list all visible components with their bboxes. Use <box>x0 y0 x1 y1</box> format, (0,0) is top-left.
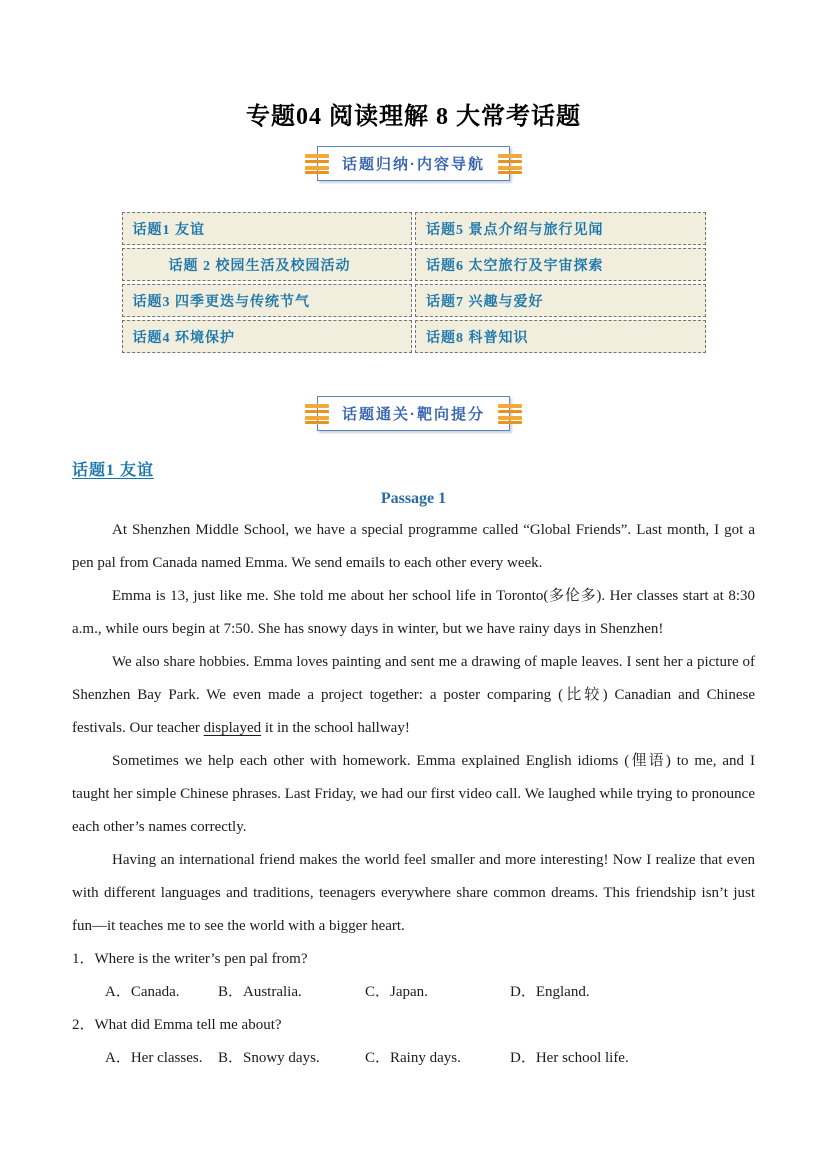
topic-cell-1: 话题1 友谊 <box>122 212 413 245</box>
passage-paragraph-1: At Shenzhen Middle School, we have a special programme called “Global Friends”. Last month, I got a pen pal from Canada named Emma. We send emails to each other every week. <box>72 522 755 571</box>
banner-topic-nav-label: 话题归纳·内容导航 <box>342 156 485 173</box>
passage-paragraph-4: Sometimes we help each other with homework. Emma explained English idioms (俚语) to me, and I taught her simple Chinese phrases. Last Friday, we had our first video call. We laughed while trying to pronounce each other’s names correctly. <box>72 753 755 835</box>
paragraph-3-post: it in the school hallway! <box>261 720 410 736</box>
table-row <box>122 284 706 317</box>
option-d: D．Her school life. <box>510 1050 629 1066</box>
passage-paragraph-3 <box>72 646 755 745</box>
option-d: D．England. <box>510 984 590 1000</box>
question-2 <box>72 1009 755 1075</box>
table-row <box>122 248 706 281</box>
banner-row-topic-nav <box>0 131 827 181</box>
content-area <box>0 457 827 1075</box>
passage-title: Passage 1 <box>380 490 447 507</box>
option-c: C．Japan. <box>365 984 428 1000</box>
double-bar-ornament-icon <box>304 402 330 426</box>
topic-cell-7: 话题7 兴趣与爱好 <box>415 284 706 317</box>
paragraph-3-pre: We also share hobbies. Emma loves painting and sent me a drawing of maple leaves. I sent her a picture of Shenzhen Bay Park. We even made a project together: a poster comparing (比较) Canadian and Chinese festivals. Our teacher <box>72 654 755 736</box>
table-row <box>122 212 706 245</box>
topic-cell-5: 话题5 景点介绍与旅行见闻 <box>415 212 706 245</box>
underlined-word: displayed <box>203 720 262 736</box>
option-a: A．Canada. <box>105 984 180 1000</box>
banner-topic-nav <box>317 146 510 181</box>
passage-body <box>72 514 755 943</box>
topic-cell-3: 话题3 四季更迭与传统节气 <box>122 284 413 317</box>
topic-nav-table <box>119 209 709 356</box>
topic-cell-4: 话题4 环境保护 <box>122 320 413 353</box>
topic-1-heading: 话题1 友谊 <box>72 462 155 479</box>
question-2-options <box>72 1042 755 1075</box>
question-1-text: 1．Where is the writer’s pen pal from? <box>72 951 308 967</box>
topic-cell-6: 话题6 太空旅行及宇宙探索 <box>415 248 706 281</box>
banner-score-boost-label: 话题通关·靶向提分 <box>342 406 485 423</box>
option-b: B．Snowy days. <box>218 1050 320 1066</box>
question-list <box>72 943 755 1075</box>
banner-score-boost <box>317 396 510 431</box>
double-bar-ornament-icon <box>497 402 523 426</box>
topic-cell-8: 话题8 科普知识 <box>415 320 706 353</box>
page-title: 专题04 阅读理解 8 大常考话题 <box>246 104 581 130</box>
question-2-text: 2．What did Emma tell me about? <box>72 1017 282 1033</box>
topic-cell-2: 话题 2 校园生活及校园活动 <box>122 248 413 281</box>
passage-paragraph-2: Emma is 13, just like me. She told me about her school life in Toronto(多伦多). Her classes start at 8:30 a.m., while ours begin at 7:50. She has snowy days in winter, but we have rainy days in Shenzhen! <box>72 588 755 637</box>
question-1-options <box>72 976 755 1009</box>
double-bar-ornament-icon <box>304 152 330 176</box>
double-bar-ornament-icon <box>497 152 523 176</box>
option-b: B．Australia. <box>218 984 302 1000</box>
option-c: C．Rainy days. <box>365 1050 461 1066</box>
option-a: A．Her classes. <box>105 1050 203 1066</box>
banner-row-score-boost <box>0 356 827 431</box>
table-row <box>122 320 706 353</box>
passage-paragraph-5: Having an international friend makes the world feel smaller and more interesting! Now I realize that even with different languages and traditions, teenagers everywhere share common dreams. This friendship isn’t just fun—it teaches me to see the world with a bigger heart. <box>72 852 755 934</box>
question-1 <box>72 943 755 1009</box>
